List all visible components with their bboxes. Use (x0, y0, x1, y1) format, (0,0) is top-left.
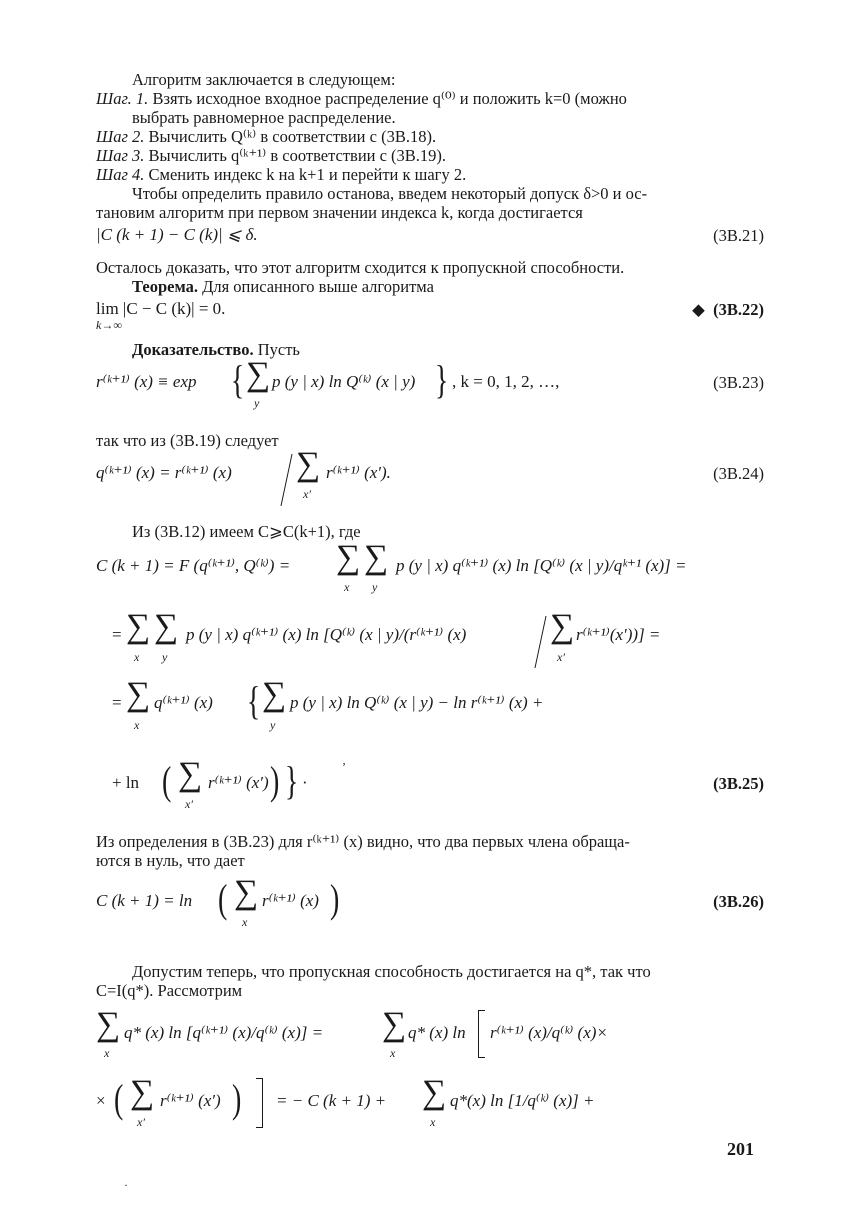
equation-23-body: p (y | x) ln Q⁽ᵏ⁾ (x | y) (272, 372, 416, 391)
equals-sign: = (112, 693, 122, 712)
theorem-text: Для описанного выше алгоритма (202, 277, 434, 296)
step-4-text: Сменить индекс k на k+1 и перейти к шагу 2. (148, 165, 467, 184)
equation-27-line-2-a: r⁽ᵏ⁺¹⁾ (x′) (160, 1091, 221, 1110)
sum-symbol: ∑ (246, 356, 271, 393)
sum-index: x′ (185, 797, 193, 811)
step-4-label: Шаг 4. (96, 165, 145, 184)
sum-index: x (134, 650, 140, 664)
right-paren: ) (269, 758, 280, 803)
equation-27-line-2-b: = − C (k + 1) + (276, 1091, 387, 1110)
sum-symbol: ∑ (296, 446, 321, 483)
left-paren: ( (217, 876, 228, 921)
equation-25-line-2-body: p (y | x) q⁽ᵏ⁺¹⁾ (x) ln [Q⁽ᵏ⁾ (x | y)/(r⁽ᵏ⁺¹⁾ (x) (186, 625, 467, 644)
equation-27-line-2-c: q*(x) ln [1/q⁽ᵏ⁾ (x)] + (450, 1091, 595, 1110)
equation-26-number: (3B.26) (713, 892, 764, 911)
proof-label: Доказательство. (132, 340, 254, 359)
equation-22-number (692, 300, 764, 320)
left-paren: ( (113, 1076, 124, 1121)
equation-27-line-1-c: r⁽ᵏ⁺¹⁾ (x)/q⁽ᵏ⁾ (x)× (490, 1023, 608, 1042)
end-of-theorem-marker: ◆ (692, 300, 705, 319)
sum-index: y (270, 718, 276, 732)
sum-symbol: ∑ (178, 756, 203, 793)
print-dot: · (124, 1178, 128, 1192)
stop-rule-line-1: Чтобы определить правило останова, введем некоторый допуск δ>0 и ос- (132, 184, 648, 203)
definition-line-2: ются в нуль, что дает (96, 851, 245, 870)
sum-index: y (372, 580, 378, 594)
sum-symbol: ∑ (336, 539, 361, 576)
equation-25-line-4-body: r⁽ᵏ⁺¹⁾ (x′) (208, 773, 269, 792)
sum-symbol: ∑ (96, 1006, 121, 1043)
equation-25-line-3-a: q⁽ᵏ⁺¹⁾ (x) (154, 693, 213, 712)
sum-symbol: ∑ (126, 608, 151, 645)
step-3 (96, 146, 446, 166)
equation-25-number: (3B.25) (713, 774, 764, 793)
equals-sign: = (112, 625, 122, 644)
sum-symbol: ∑ (262, 676, 287, 713)
step-2 (96, 127, 436, 147)
equation-25-line-1-rhs: p (y | x) q⁽ᵏ⁺¹⁾ (x) ln [Q⁽ᵏ⁾ (x | y)/qᵏ⁺¹ (x)] = (396, 556, 687, 575)
sum-index: y (162, 650, 168, 664)
equation-24-lhs: q⁽ᵏ⁺¹⁾ (x) = r⁽ᵏ⁺¹⁾ (x) (96, 463, 232, 482)
sum-index: x (104, 1046, 110, 1060)
equation-23-lhs: r⁽ᵏ⁺¹⁾ (x) ≡ exp (96, 372, 197, 391)
equation-27-line-1-b: q* (x) ln (408, 1023, 466, 1042)
fraction-slash (280, 454, 292, 506)
from-12-text: Из (3B.12) имеем C⩾C(k+1), где (132, 522, 361, 541)
equation-27-line-1-a: q* (x) ln [q⁽ᵏ⁺¹⁾ (x)/q⁽ᵏ⁾ (x)] = (124, 1023, 324, 1042)
right-paren: ) (329, 876, 340, 921)
sum-symbol: ∑ (234, 874, 259, 911)
step-1-text: Взять исходное входное распределение q⁽⁰⁾ и положить k=0 (можно (152, 89, 627, 108)
theorem-label: Теорема. (132, 277, 198, 296)
step-2-text: Вычислить Q⁽ᵏ⁾ в соответствии с (3B.18). (148, 127, 437, 146)
sum-symbol: ∑ (154, 608, 179, 645)
stop-rule-line-2: тановим алгоритм при первом значении индекса k, когда достигается (96, 203, 583, 222)
sum-symbol: ∑ (382, 1006, 407, 1043)
equation-25-line-1-lhs: C (k + 1) = F (q⁽ᵏ⁺¹⁾, Q⁽ᵏ⁾) = (96, 556, 291, 575)
sum-index: x (242, 915, 248, 929)
step-2-label: Шаг 2. (96, 127, 145, 146)
definition-line-1: Из определения в (3B.23) для r⁽ᵏ⁺¹⁾ (x) видно, что два первых члена обраща- (96, 832, 630, 851)
equation-23-number: (3B.23) (713, 373, 764, 392)
sum-index: x (390, 1046, 396, 1060)
step-1-cont: выбрать равномерное распределение. (132, 108, 396, 127)
intro-text: Алгоритм заключается в следующем: (132, 70, 396, 89)
assume-line-2: C=I(q*). Рассмотрим (96, 981, 243, 1000)
equation-26-body: r⁽ᵏ⁺¹⁾ (x) (262, 891, 319, 910)
left-paren: ( (161, 758, 172, 803)
fraction-slash (534, 616, 546, 668)
print-mark: ʼ (342, 760, 346, 774)
equation-25-line-4: + ln (112, 773, 140, 792)
equation-21-number: (3B.21) (713, 226, 764, 245)
step-3-label: Шаг 3. (96, 146, 145, 165)
sum-symbol: ∑ (130, 1074, 155, 1111)
equation-25-line-3-b: p (y | x) ln Q⁽ᵏ⁾ (x | y) − ln r⁽ᵏ⁺¹⁾ (x) + (290, 693, 544, 712)
sum-index: x (134, 718, 140, 732)
period: · (302, 773, 308, 792)
right-paren: ) (231, 1076, 242, 1121)
proof-text: Пусть (257, 340, 300, 359)
left-bracket (478, 1010, 485, 1058)
remains-text: Осталось доказать, что этот алгоритм сходится к пропускной способности. (96, 258, 625, 277)
sum-index: x′ (303, 487, 311, 501)
follows-text: так что из (3B.19) следует (96, 431, 279, 450)
theorem (132, 277, 434, 297)
left-brace: { (246, 678, 261, 723)
left-brace: { (230, 357, 245, 402)
equation-23-tail: , k = 0, 1, 2, …, (452, 372, 560, 391)
sum-symbol: ∑ (550, 608, 575, 645)
sum-index: y (254, 396, 260, 410)
right-bracket (256, 1078, 263, 1128)
times-sign: × (96, 1091, 106, 1110)
step-4 (96, 165, 466, 185)
step-3-text: Вычислить q⁽ᵏ⁺¹⁾ в соответствии с (3B.19). (148, 146, 447, 165)
right-brace: } (284, 758, 299, 803)
equation-24-rhs: r⁽ᵏ⁺¹⁾ (x′). (326, 463, 391, 482)
equation-21: |C (k + 1) − C (k)| ⩽ δ. (96, 225, 258, 244)
sum-symbol: ∑ (364, 539, 389, 576)
proof (132, 340, 300, 360)
limit-subscript: k→∞ (96, 318, 122, 332)
equation-24-number: (3B.24) (713, 464, 764, 483)
sum-index: x′ (557, 650, 565, 664)
equation-25-line-2-tail: r⁽ᵏ⁺¹⁾(x′))] = (576, 625, 661, 644)
page-number: 201 (727, 1139, 754, 1159)
step-1 (96, 89, 627, 109)
assume-line-1: Допустим теперь, что пропускная способность достигается на q*, так что (132, 962, 651, 981)
sum-symbol: ∑ (126, 676, 151, 713)
equation-22-number-text: (3B.22) (713, 300, 764, 319)
sum-index: x′ (137, 1115, 145, 1129)
sum-symbol: ∑ (422, 1074, 447, 1111)
equation-26-lhs: C (k + 1) = ln (96, 891, 193, 910)
sum-index: x (344, 580, 350, 594)
right-brace: } (434, 357, 449, 402)
equation-22: lim |C − C (k)| = 0. (96, 299, 226, 318)
step-1-label: Шаг. 1. (96, 89, 149, 108)
sum-index: x (430, 1115, 436, 1129)
